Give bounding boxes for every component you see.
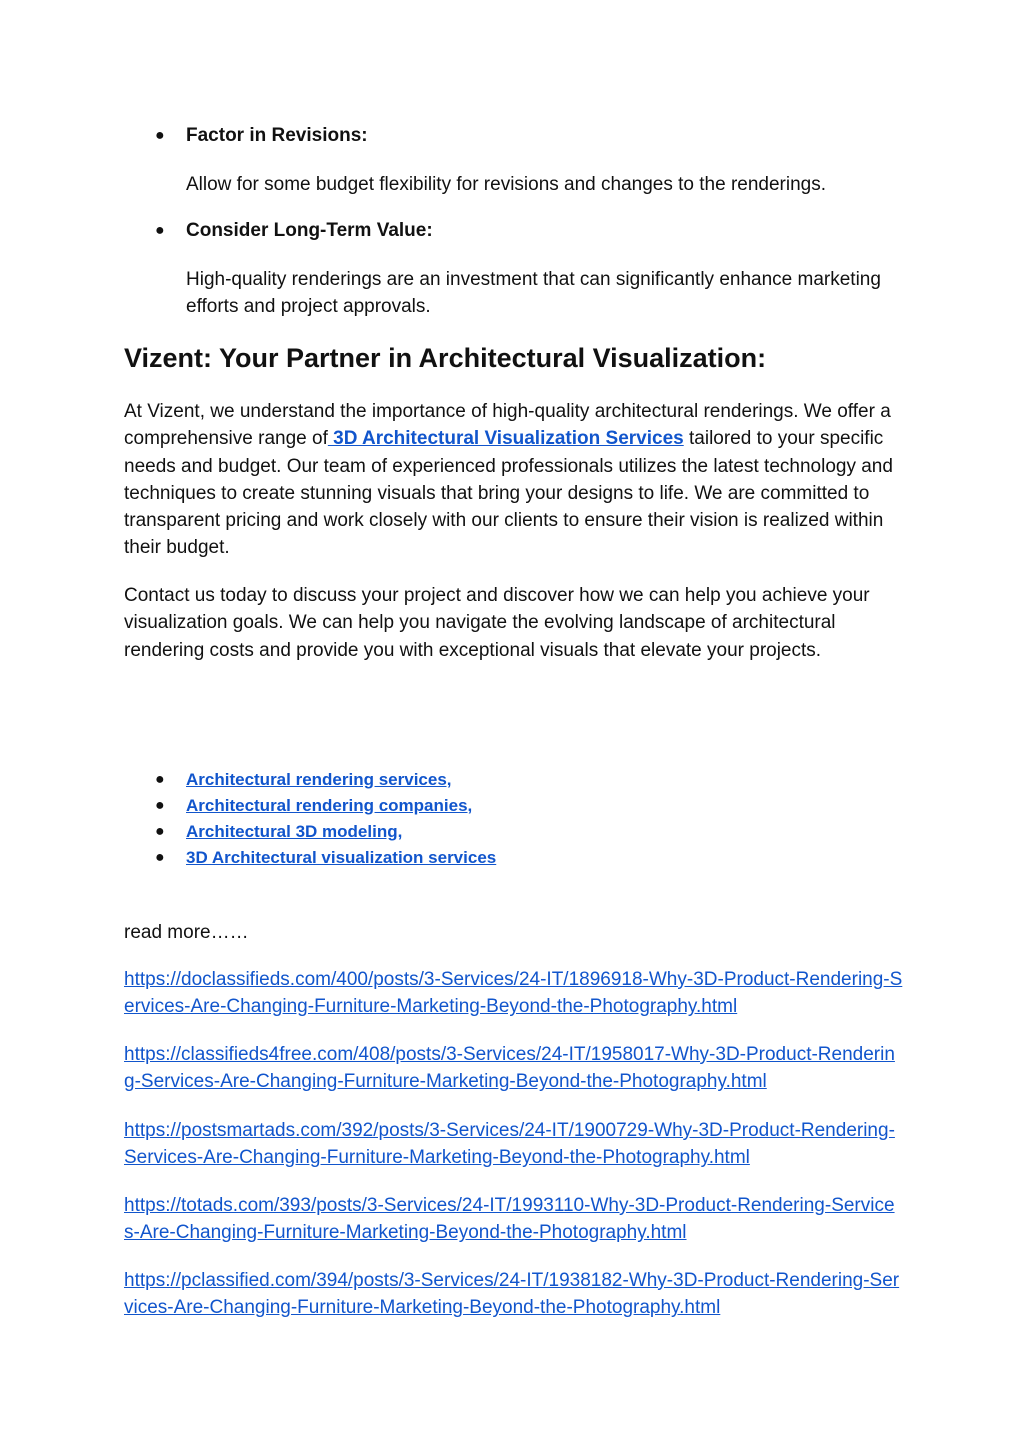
bullet-dot-icon: ● — [155, 127, 165, 144]
bullet-dot-icon: ● — [155, 771, 165, 788]
bullet-dot-icon: ● — [155, 849, 165, 866]
url-link[interactable]: https://pclassified.com/394/posts/3-Services/24-IT/1938182-Why-3D-Product-Rendering-Services-Are-Changing-Furniture-Marketing-Beyond-the-Photography.html — [124, 1270, 900, 1319]
bullet-dot-icon: ● — [155, 797, 165, 814]
visualization-services-link[interactable]: 3D Architectural Visualization Services — [327, 428, 684, 450]
contact-paragraph: Contact us today to discuss your project and discover how we can help you achieve your visualization goals. We can help you navigate the evolving landscape of architectural rendering costs and provide you with exceptional visuals that elevate your projects. — [124, 585, 870, 661]
bullet-dot-icon: ● — [155, 222, 165, 239]
url-paragraph — [124, 1117, 904, 1172]
intro-paragraph — [124, 398, 904, 562]
url-paragraph — [124, 966, 904, 1021]
url-link[interactable]: https://totads.com/393/posts/3-Services/24-IT/1993110-Why-3D-Product-Rendering-Services-Are-Changing-Furniture-Marketing-Beyond-the-Photography.html — [124, 1195, 895, 1244]
read-more-label: read more…… — [124, 922, 249, 943]
paragraph-text: tailored to your specific needs and budget. Our team of experienced professionals utilizes the latest technology and techniques to create stunning visuals that bring your designs to life. We are committed to transparent pricing and work closely with our clients to ensure their vision is realized within their budget. — [124, 428, 893, 559]
keyword-link[interactable]: 3D Architectural visualization services — [186, 848, 497, 867]
bullet-dot-icon: ● — [155, 823, 165, 840]
keyword-link[interactable]: Architectural 3D modeling, — [186, 822, 403, 841]
paragraph-text: At Vizent, we understand the importance of high-quality architectural renderings. We offer a comprehensive range of — [124, 401, 891, 450]
url-link[interactable]: https://classifieds4free.com/408/posts/3-Services/24-IT/1958017-Why-3D-Product-Rendering-Services-Are-Changing-Furniture-Marketing-Beyond-the-Photography.html — [124, 1044, 895, 1093]
bullet-title: Consider Long-Term Value: — [186, 220, 433, 241]
url-link[interactable]: https://postsmartads.com/392/posts/3-Services/24-IT/1900729-Why-3D-Product-Rendering-Services-Are-Changing-Furniture-Marketing-Beyond-the-Photography.html — [124, 1120, 895, 1169]
url-paragraph — [124, 1041, 904, 1096]
section-heading: Vizent: Your Partner in Architectural Visualization: — [124, 343, 767, 373]
keyword-link[interactable]: Architectural rendering companies, — [186, 796, 473, 815]
keyword-link[interactable]: Architectural rendering services, — [186, 770, 452, 789]
url-link[interactable]: https://doclassifieds.com/400/posts/3-Services/24-IT/1896918-Why-3D-Product-Rendering-Services-Are-Changing-Furniture-Marketing-Beyond-the-Photography.html — [124, 969, 903, 1018]
url-paragraph — [124, 1267, 904, 1322]
bullet-body: High-quality renderings are an investment that can significantly enhance marketing efforts and project approvals. — [186, 269, 881, 317]
bullet-body: Allow for some budget flexibility for revisions and changes to the renderings. — [186, 174, 827, 195]
bullet-title: Factor in Revisions: — [186, 125, 368, 146]
url-paragraph — [124, 1192, 904, 1247]
